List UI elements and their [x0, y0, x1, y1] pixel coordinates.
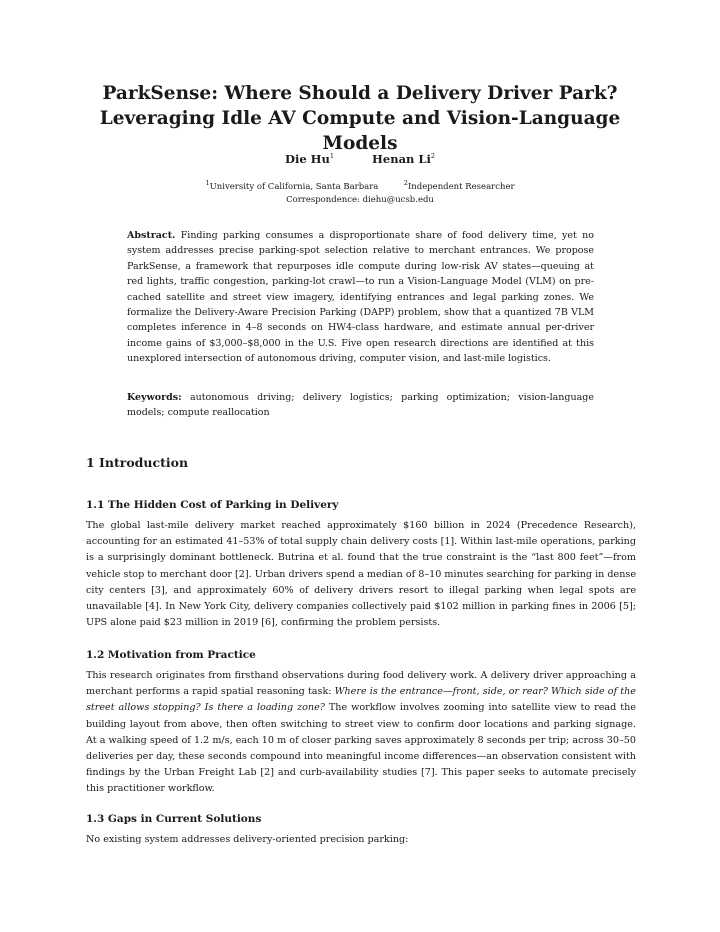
keywords-text: autonomous driving; delivery logistics; parking optimization; vision-language models; compute reallocation	[127, 392, 594, 419]
author-list	[0, 152, 720, 166]
affiliation-mark: 1	[205, 179, 210, 188]
subsection-heading-gaps: 1.3 Gaps in Current Solutions	[86, 813, 262, 825]
affiliation-text: Independent Researcher	[407, 182, 515, 192]
abstract-label: Abstract.	[127, 230, 176, 241]
affiliation-text: University of California, Santa Barbara	[209, 182, 379, 192]
correspondence-line: Correspondence: diehu@ucsb.edu	[286, 195, 434, 205]
motivation-questions: Where is the entrance—front, side, or rear? Which side of the street allows stopping? Is there a loading zone?	[86, 686, 636, 714]
paragraph-hidden-cost: The global last-mile delivery market reached approximately $160 billion in 2024 (Precedence Research), accounting for an estimated 41–53% of total supply chain delivery costs [1]. Within last-mile operations, parking is a surprisingly dominant bottleneck. Butrina et al. found that the true constraint is the “last 800 feet”—from vehicle stop to merchant door [2]. Urban drivers spend a median of 8–10 minutes searching for parking in dense city centers [3], and approximately 60% of delivery drivers resort to illegal parking when legal spots are unavailable [4]. In New York City, delivery companies collectively paid $102 million in parking fines in 2006 [5]; UPS alone paid $23 million in 2019 [6], confirming the problem persists.	[86, 520, 636, 629]
affiliation-mark: 2	[403, 179, 408, 188]
author-affiliation-mark: 2	[430, 152, 436, 161]
paragraph-gaps: No existing system addresses delivery-oriented precision parking:	[86, 834, 409, 845]
motivation-text-start: This research originates from firsthand observations during food delivery work. A delivery driver approaching a merchant performs a rapid spatial reasoning task:	[86, 670, 636, 698]
motivation-text-end: The workflow involves zooming into satellite view to read the building layout from above, then often switching to street view to confirm door locations and parking signage. At a walking speed of 1.2 m/s, each 10 m of closer parking saves approximately 8 seconds per trip; across 30–50 deliveries per day, these seconds compound into meaningful income differences—an observation consistent with findings by the Urban Freight Lab [2] and curb-availability studies [7]. This paper seeks to automate precisely this practitioner workflow.	[86, 702, 636, 795]
paper-title-line-2: Leveraging Idle AV Compute and Vision-Language Models	[99, 108, 621, 154]
abstract-text: Finding parking consumes a disproportionate share of food delivery time, yet no system addresses precise parking-spot selection relative to merchant entrances. We propose ParkSense, a framework that repurposes idle compute during low-risk AV states—queuing at red lights, traffic congestion, parking-lot crawl—to run a Vision-Language Model (VLM) on pre-cached satellite and street view imagery, identifying entrances and legal parking zones. We formalize the Delivery-Aware Precision Parking (DAPP) problem, show that a quantized 7B VLM completes inference in 4–8 seconds on HW4-class hardware, and estimate annual per-driver income gains of $3,000–$8,000 in the U.S. Five open research directions are identified at this unexplored intersection of autonomous driving, computer vision, and last-mile logistics.	[127, 230, 594, 365]
paper-title-line-1: ParkSense: Where Should a Delivery Driver Park?	[102, 83, 618, 104]
keywords	[127, 390, 594, 421]
paragraph-motivation	[86, 668, 636, 798]
author-name: Henan Li	[372, 152, 431, 166]
abstract	[127, 228, 594, 367]
subsection-heading-motivation: 1.2 Motivation from Practice	[86, 649, 256, 661]
keywords-label: Keywords:	[127, 392, 182, 403]
author-name: Die Hu	[284, 152, 330, 166]
section-heading-introduction: 1 Introduction	[86, 455, 189, 470]
author-affiliation-mark: 1	[329, 152, 335, 161]
affiliation-list	[0, 181, 720, 193]
subsection-heading-hidden-cost: 1.1 The Hidden Cost of Parking in Delivery	[86, 499, 339, 511]
